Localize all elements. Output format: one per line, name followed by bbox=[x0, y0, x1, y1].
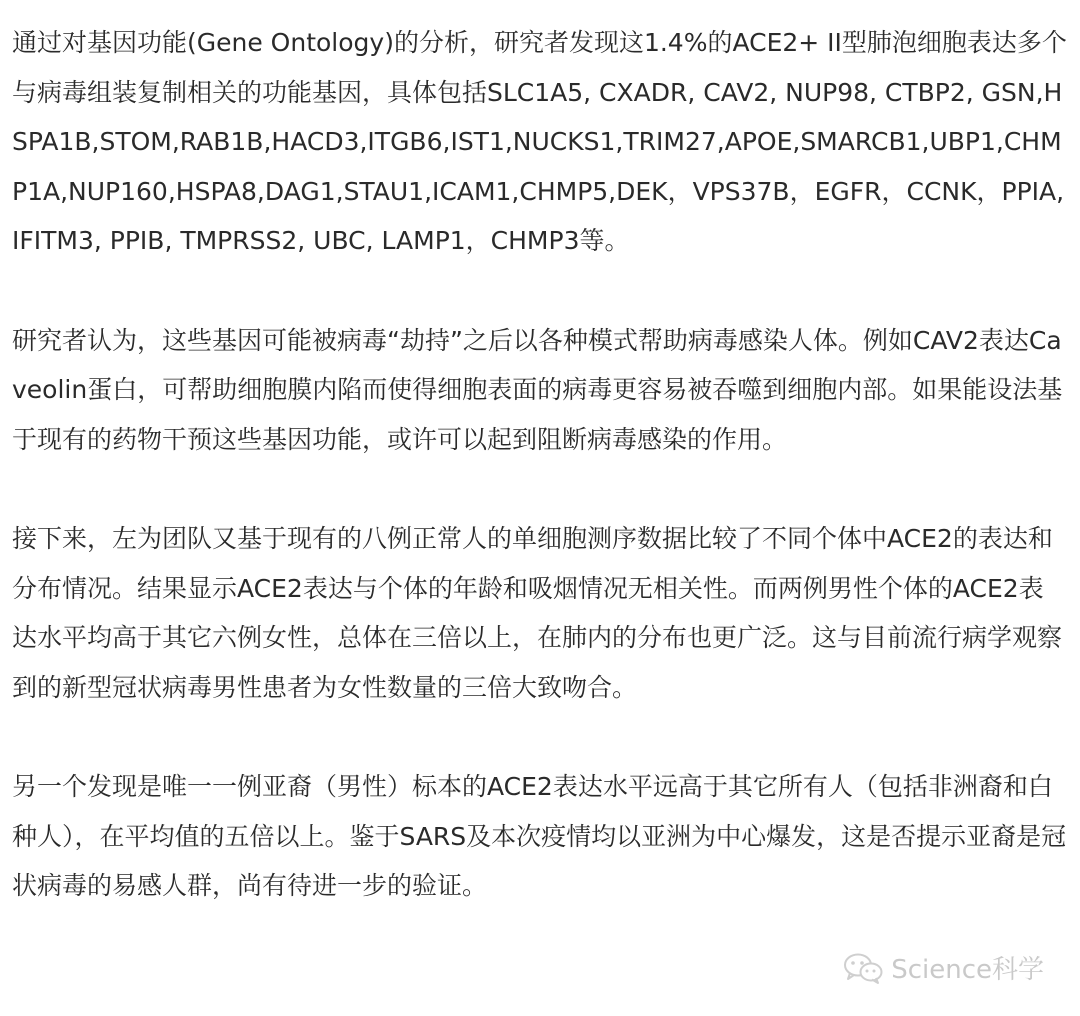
paragraph-virus-hijack: 研究者认为，这些基因可能被病毒“劫持”之后以各种模式帮助病毒感染人体。例如CAV2表达Caveolin蛋白，可帮助细胞膜内陷而使得细胞表面的病毒更容易被吞噬到细胞内部。如果能设法基于现有的药物干预这些基因功能，或许可以起到阻断病毒感染的作用。 bbox=[12, 325, 1063, 454]
paragraph-gene-ontology: 通过对基因功能(Gene Ontology)的分析，研究者发现这1.4%的ACE2+ II型肺泡细胞表达多个与病毒组装复制相关的功能基因，具体包括SLC1A5, CXADR, CAV2, NUP98, CTBP2, GSN,HSPA1B,STOM,RAB1B,HACD3,ITGB6,IST1,NUCKS1,TRIM27,APOE,SMARCB1,UBP1,CHMP1A,NUP160,HSPA8,DAG1,STAU1,ICAM1,CHMP5,DEK，VPS37B，EGFR，CCNK，PPIA, IFITM3, PPIB, TMPRSS2, UBC, LAMP1，CHMP3等。 bbox=[12, 28, 1067, 255]
paragraph-sex-difference: 接下来，左为团队又基于现有的八例正常人的单细胞测序数据比较了不同个体中ACE2的表达和分布情况。结果显示ACE2表达与个体的年龄和吸烟情况无相关性。而两例男性个体的ACE2表达水平均高于其它六例女性，总体在三倍以上，在肺内的分布也更广泛。这与目前流行病学观察到的新型冠状病毒男性患者为女性数量的三倍大致吻合。 bbox=[12, 524, 1063, 702]
paragraph-asian-sample: 另一个发现是唯一一例亚裔（男性）标本的ACE2表达水平远高于其它所有人（包括非洲裔和白种人），在平均值的五倍以上。鉴于SARS及本次疫情均以亚洲为中心爆发，这是否提示亚裔是冠状病毒的易感人群，尚有待进一步的验证。 bbox=[12, 772, 1067, 900]
article-body bbox=[12, 18, 1068, 961]
watermark-text: Science科学 bbox=[891, 955, 1044, 985]
wechat-icon bbox=[841, 951, 885, 985]
source-watermark bbox=[841, 949, 1044, 986]
